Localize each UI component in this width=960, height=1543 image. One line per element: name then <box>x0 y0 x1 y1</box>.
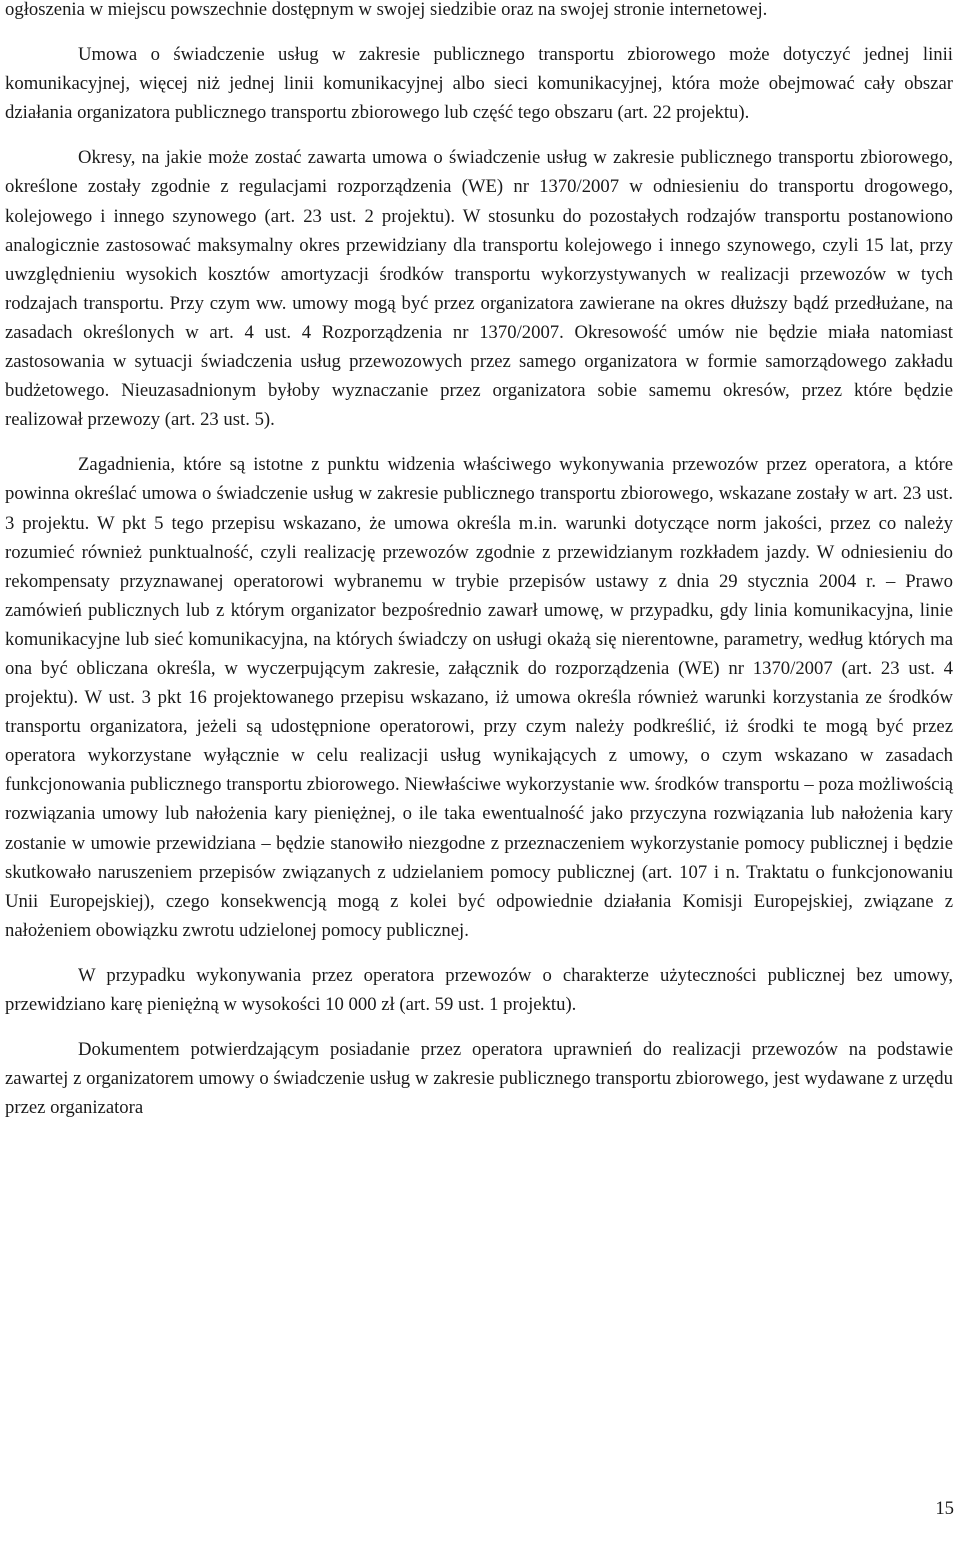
page-number: 15 <box>935 1498 954 1519</box>
paragraph-contract-periods: Okresy, na jakie może zostać zawarta umowa o świadczenie usług w zakresie publicznego transportu zbiorowego, określone zostały zgodnie z regulacjami rozporządzenia (WE) nr 1370/2007 w odniesieniu do transportu drogowego, kolejowego i innego szynowego (art. 23 ust. 2 projektu). W stosunku do pozostałych rodzajów transportu postanowiono analogicznie zastosować maksymalny okres przewidziany dla transportu kolejowego i innego szynowego, czyli 15 lat, przy uwzględnieniu wysokich kosztów amortyzacji środków transportu wykorzystywanych w realizacji przewozów w tych rodzajach transportu. Przy czym ww. umowy mogą być przez organizatora zawierane na okres dłuższy bądź przedłużane, na zasadach określonych w art. 4 ust. 4 Rozporządzenia nr 1370/2007. Okresowość umów nie będzie miała natomiast zastosowania w sytuacji świadczenia usług przewozowych przez samego organizatora w formie samorządowego zakładu budżetowego. Nieuzasadnionym byłoby wyznaczanie przez organizatora sobie samemu okresów, przez które będzie realizował przewozy (art. 23 ust. 5). <box>5 147 953 431</box>
paragraph-continuation: ogłoszenia w miejscu powszechnie dostępnym w swojej siedzibie oraz na swojej stronie internetowej. <box>5 0 768 20</box>
paragraph-contract-scope: Umowa o świadczenie usług w zakresie publicznego transportu zbiorowego może dotyczyć jednej linii komunikacyjnej, więcej niż jednej linii komunikacyjnej albo sieci komunikacyjnej, która może obejmować cały obszar działania organizatora publicznego transportu zbiorowego lub część tego obszaru (art. 22 projektu). <box>5 44 953 124</box>
paragraph-contract-issues: Zagadnienia, które są istotne z punktu widzenia właściwego wykonywania przewozów przez operatora, a które powinna określać umowa o świadczenie usług w zakresie publicznego transportu zbiorowego, wskazane zostały w art. 23 ust. 3 projektu. W pkt 5 tego przepisu wskazano, że umowa określa m.in. warunki dotyczące norm jakości, przez co należy rozumieć również punktualność, czyli realizację przewozów zgodnie z przewidzianym rozkładem jazdy. W odniesieniu do rekompensaty przyznawanej operatorowi wybranemu w trybie przepisów ustawy z dnia 29 stycznia 2004 r. – Prawo zamówień publicznych lub z którym organizator bezpośrednio zawarł umowę, w przypadku, gdy linia komunikacyjna, linie komunikacyjne lub sieć komunikacyjna, na których świadczy on usługi okażą się nierentowne, parametry, według których ma ona być obliczana określa, w wyczerpującym zakresie, załącznik do rozporządzenia (WE) nr 1370/2007 (art. 23 ust. 4 projektu). W ust. 3 pkt 16 projektowanego przepisu wskazano, iż umowa określa również warunki korzystania ze środków transportu organizatora, jeżeli są udostępnione operatorowi, przy czym należy podkreślić, iż środki te mogą być przez operatora wykorzystane wyłącznie w celu realizacji usług wynikających z umowy, o czym wskazano w zasadach funkcjonowania publicznego transportu zbiorowego. Niewłaściwe wykorzystanie ww. środków transportu – poza możliwością rozwiązania umowy lub nałożenia kary pieniężnej, o ile taka ewentualność jako przyczyna rozwiązania lub nałożenia kary zostanie w umowie przewidziana – będzie stanowiło niezgodne z przeznaczeniem wykorzystanie pomocy publicznej i będzie skutkowało naruszeniem przepisów związanych z udzielaniem pomocy publicznej (art. 107 i n. Traktatu o funkcjonowaniu Unii Europejskiej), czego konsekwencją mogą z kolei być odpowiednie działania Komisji Europejskiej, związane z nałożeniem obowiązku zwrotu udzielonej pomocy publicznej. <box>5 454 953 941</box>
paragraph-penalty: W przypadku wykonywania przez operatora przewozów o charakterze użyteczności publicznej bez umowy, przewidziano karę pieniężną w wysokości 10 000 zł (art. 59 ust. 1 projektu). <box>5 964 953 1015</box>
paragraph-confirmation-document: Dokumentem potwierdzającym posiadanie przez operatora uprawnień do realizacji przewozów na podstawie zawartej z organizatorem umowy o świadczenie usług w zakresie publicznego transportu zbiorowego, jest wydawane z urzędu przez organizatora <box>5 1039 953 1119</box>
body-text <box>5 0 953 1138</box>
